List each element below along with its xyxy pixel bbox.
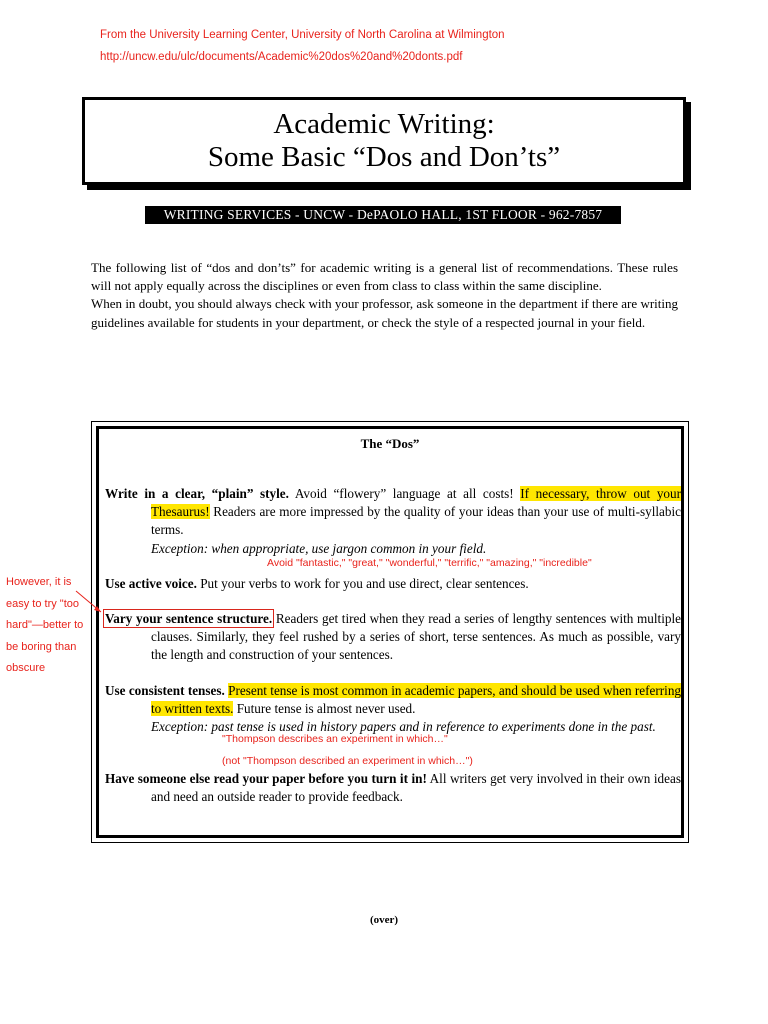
contact-banner: WRITING SERVICES - UNCW - DePAOLO HALL, 1ST FLOOR - 962-7857 [145, 206, 621, 224]
item-title: Have someone else read your paper before you turn it in! [105, 771, 427, 786]
item-title-boxed: Vary your sentence structure. [105, 611, 273, 626]
title-line-1: Academic Writing: [273, 108, 495, 140]
annotation-thompson-counterexample: (not "Thompson described an experiment in which…") [222, 755, 473, 767]
item-exception: Exception: when appropriate, use jargon common in your field. [151, 540, 487, 556]
title-line-2: Some Basic “Dos and Don’ts” [207, 141, 561, 173]
annotation-thompson-example: "Thompson describes an experiment in which…" [222, 733, 448, 745]
item-text: All writers get very involved in their own ideas and need an outside reader to provide feedback. [151, 771, 681, 805]
item-text: Put your verbs to work for you and use direct, clear sentences. [196, 576, 529, 591]
highlighted-text: Present tense is most common in academic papers, and should be used when referring to written texts. [151, 683, 682, 717]
dos-heading: The “Dos” [360, 436, 420, 451]
item-text: Avoid “flowery” language at all costs! [288, 486, 521, 501]
intro-paragraph-2: When in doubt, you should always check with your professor, ask someone in the department if there are writing guidelines available for students in your department, or check the style of a respected journal in your field. [91, 296, 678, 330]
item-text: Readers get tired when they read a series of lengthy sentences with multiple clauses. Similarly, they feel rushed by a series of short, terse sentences. As much as possible, vary the length and construction of your sentences. [151, 611, 681, 663]
intro-paragraph-1: The following list of “dos and don’ts” for academic writing is a general list of recommendations. These rules will not apply equally across the disciplines or even from class to class within the same discipline. [91, 260, 678, 294]
page-footer-over: (over) [369, 914, 399, 926]
item-title: Use active voice. [105, 576, 197, 591]
source-line: From the University Learning Center, University of North Carolina at Wilmington [100, 29, 505, 41]
item-text: Readers are more impressed by the quality of your ideas than your use of multi-syllabic terms. [151, 504, 681, 538]
annotation-avoid-words: Avoid "fantastic," "great," "wonderful," "terrific," "amazing," "incredible" [267, 557, 592, 569]
item-text: Future tense is almost never used. [233, 701, 416, 717]
item-exception: Exception: past tense is used in history papers and in reference to experiments done in the past. [151, 719, 656, 735]
highlighted-text: If necessary, throw out your Thesaurus! [151, 486, 681, 520]
source-url: http://uncw.edu/ulc/documents/Academic%20dos%20and%20donts.pdf [100, 51, 463, 63]
item-title: Use consistent tenses. [105, 683, 225, 698]
item-title: Write in a clear, “plain” style. [105, 486, 289, 501]
annotation-side-note: However, it is easy to try "too hard"—better to be boring than obscure [6, 576, 84, 674]
